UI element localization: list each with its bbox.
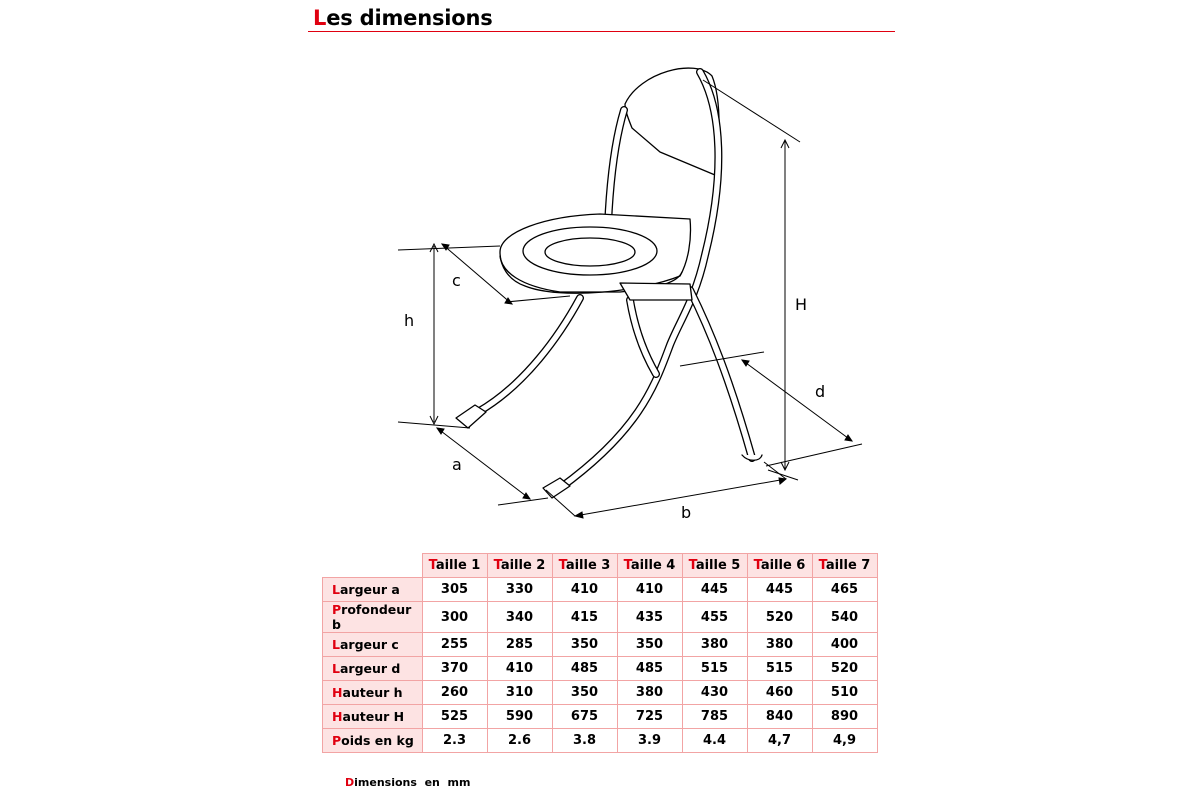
table-cell: 350 xyxy=(552,633,617,657)
table-cell: 2.3 xyxy=(422,729,487,753)
table-row xyxy=(323,705,878,729)
table-row xyxy=(323,657,878,681)
table-cell: 840 xyxy=(747,705,812,729)
label-a: a xyxy=(452,455,462,474)
table-cell: 285 xyxy=(487,633,552,657)
table-cell: 380 xyxy=(682,633,747,657)
table-header-row xyxy=(323,554,878,578)
footnote-rest: imensions en mm xyxy=(354,776,471,789)
chair-dimension-diagram xyxy=(380,50,880,530)
dimensions-table xyxy=(322,553,878,753)
table-cell: 305 xyxy=(422,578,487,602)
units-footnote xyxy=(345,776,470,789)
title-rest: es dimensions xyxy=(326,6,493,30)
table-cell: 4.4 xyxy=(682,729,747,753)
table-cell: 310 xyxy=(487,681,552,705)
table-cell: 370 xyxy=(422,657,487,681)
row-header: Poids en kg xyxy=(323,729,423,753)
table-cell: 890 xyxy=(812,705,877,729)
label-h: h xyxy=(404,311,415,330)
dim-line-d xyxy=(742,360,852,441)
table-cell: 435 xyxy=(617,602,682,633)
table-cell: 465 xyxy=(812,578,877,602)
label-d: d xyxy=(815,382,826,401)
table-cell: 485 xyxy=(552,657,617,681)
column-header: Taille 3 xyxy=(552,554,617,578)
front-left-foot xyxy=(456,405,486,428)
column-header: Taille 1 xyxy=(422,554,487,578)
table-cell: 515 xyxy=(682,657,747,681)
table-cell: 300 xyxy=(422,602,487,633)
table-cell: 785 xyxy=(682,705,747,729)
table-corner xyxy=(323,554,423,578)
row-header: Largeur d xyxy=(323,657,423,681)
label-b: b xyxy=(681,503,692,522)
footnote-initial: D xyxy=(345,776,355,789)
table-cell: 330 xyxy=(487,578,552,602)
table-cell: 380 xyxy=(747,633,812,657)
table-cell: 340 xyxy=(487,602,552,633)
column-header: Taille 6 xyxy=(747,554,812,578)
table-cell: 675 xyxy=(552,705,617,729)
table-cell: 520 xyxy=(747,602,812,633)
table-cell: 520 xyxy=(812,657,877,681)
table-cell: 515 xyxy=(747,657,812,681)
table-cell: 510 xyxy=(812,681,877,705)
row-header: Hauteur H xyxy=(323,705,423,729)
row-header: Hauteur h xyxy=(323,681,423,705)
label-c: c xyxy=(452,271,461,290)
column-header: Taille 7 xyxy=(812,554,877,578)
table-cell: 410 xyxy=(487,657,552,681)
table-cell: 2.6 xyxy=(487,729,552,753)
table-cell: 410 xyxy=(617,578,682,602)
table-row xyxy=(323,681,878,705)
table-row xyxy=(323,578,878,602)
table-cell: 350 xyxy=(617,633,682,657)
table-cell: 3.8 xyxy=(552,729,617,753)
title-initial: L xyxy=(313,6,327,30)
table-cell: 725 xyxy=(617,705,682,729)
table-cell: 4,7 xyxy=(747,729,812,753)
column-header: Taille 2 xyxy=(487,554,552,578)
page-title xyxy=(313,6,493,30)
table-cell: 350 xyxy=(552,681,617,705)
table-cell: 445 xyxy=(747,578,812,602)
table-cell: 415 xyxy=(552,602,617,633)
title-underline xyxy=(308,31,895,32)
row-header: Largeur c xyxy=(323,633,423,657)
table-row xyxy=(323,729,878,753)
dim-line-a xyxy=(437,428,530,499)
table-cell: 400 xyxy=(812,633,877,657)
table-cell: 460 xyxy=(747,681,812,705)
table-row xyxy=(323,633,878,657)
row-header: Profondeur b xyxy=(323,602,423,633)
table-row xyxy=(323,602,878,633)
table-cell: 485 xyxy=(617,657,682,681)
table-cell: 430 xyxy=(682,681,747,705)
row-header: Largeur a xyxy=(323,578,423,602)
table-cell: 4,9 xyxy=(812,729,877,753)
table-cell: 525 xyxy=(422,705,487,729)
table-cell: 255 xyxy=(422,633,487,657)
column-header: Taille 5 xyxy=(682,554,747,578)
table-cell: 590 xyxy=(487,705,552,729)
label-H: H xyxy=(795,295,808,314)
chair-front-left-leg xyxy=(478,298,580,412)
table-cell: 380 xyxy=(617,681,682,705)
table-cell: 540 xyxy=(812,602,877,633)
table-cell: 260 xyxy=(422,681,487,705)
column-header: Taille 4 xyxy=(617,554,682,578)
table-cell: 445 xyxy=(682,578,747,602)
table-cell: 3.9 xyxy=(617,729,682,753)
table-cell: 410 xyxy=(552,578,617,602)
table-cell: 455 xyxy=(682,602,747,633)
